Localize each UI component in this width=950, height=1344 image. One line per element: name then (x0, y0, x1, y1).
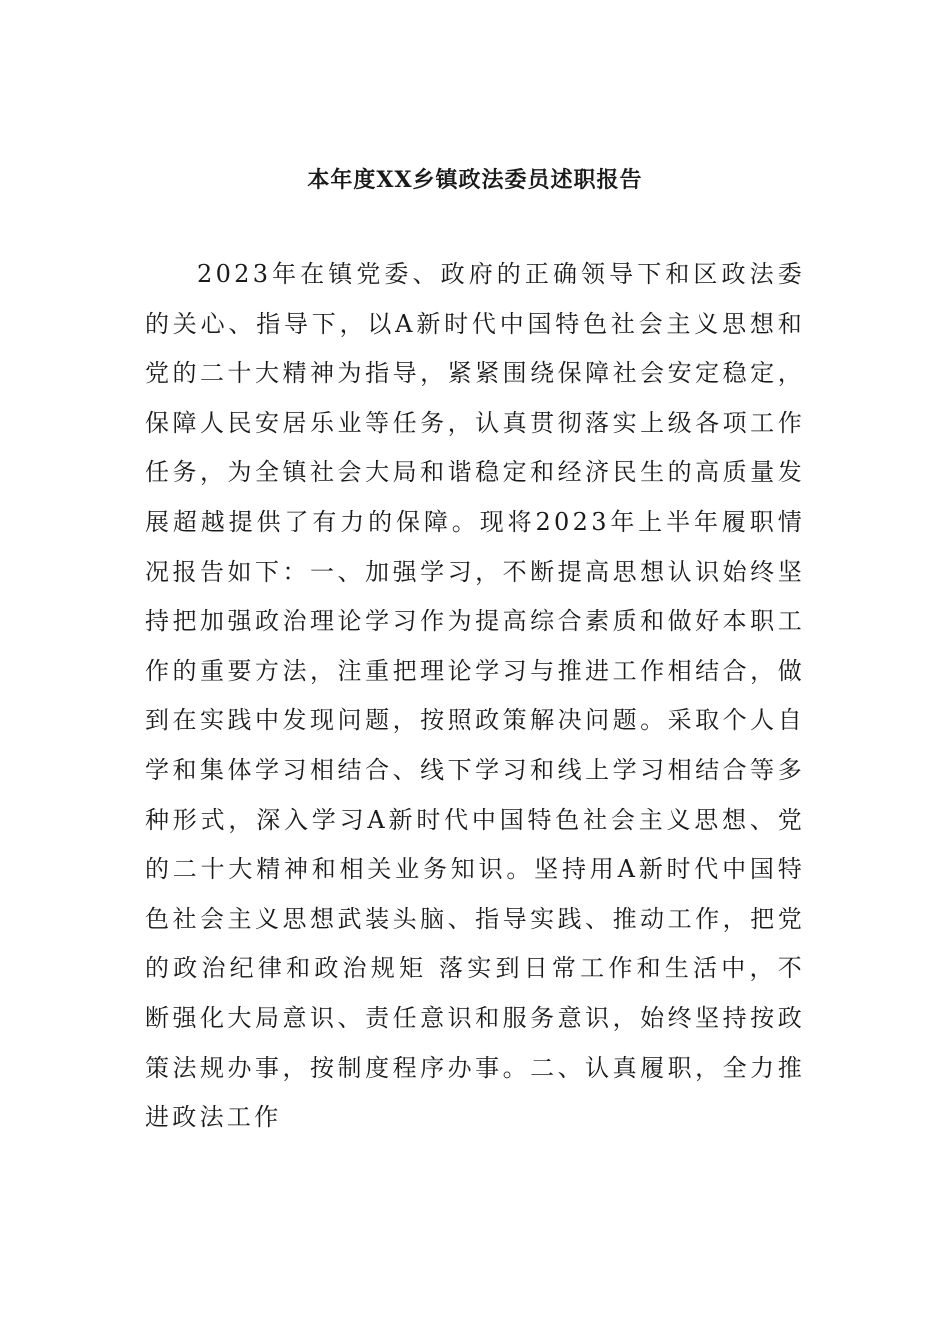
document-title: 本年度XX乡镇政法委员述职报告 (307, 167, 643, 193)
document-body-paragraph: 2023年在镇党委、政府的正确领导下和区政法委的关心、指导下，以A新时代中国特色社会主义思想和党的二十大精神为指导，紧紧围绕保障社会安定稳定，保障人民安居乐业等任务，认真贯彻落实上级各项工作任务，为全镇社会大局和谐稳定和经济民生的高质量发展超越提供了有力的保障。现将2023年上半年履职情况报告如下：一、加强学习，不断提高思想认识始终坚持把加强政治理论学习作为提高综合素质和做好本职工作的重要方法，注重把理论学习与推进工作相结合，做到在实践中发现问题，按照政策解决问题。采取个人自学和集体学习相结合、线下学习和线上学习相结合等多种形式，深入学习A新时代中国特色社会主义思想、党的二十大精神和相关业务知识。坚持用A新时代中国特色社会主义思想武装头脑、指导实践、推动工作，把党的政治纪律和政治规矩 落实到日常工作和生活中，不断强化大局意识、责任意识和服务意识，始终坚持按政策法规办事，按制度程序办事。二、认真履职，全力推进政法工作 (145, 260, 805, 1132)
